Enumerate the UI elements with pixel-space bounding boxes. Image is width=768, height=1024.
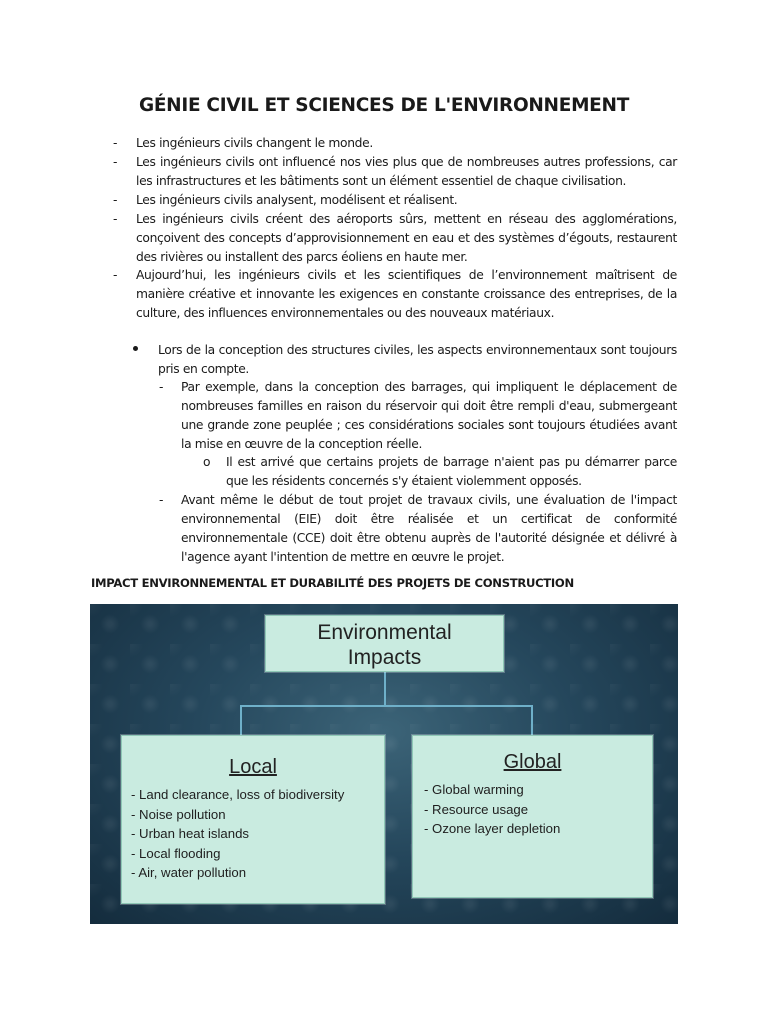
sub-list-item: Par exemple, dans la conception des barrages, qui impliquent le déplacement de nombreuses familles en raison du réservoir qui doit être rempli d'eau, submergeant une grande zone peuplée ; ces considérations sociales sont toujours étudiées avant la mise en œuvre de la conception réelle. (181, 380, 677, 451)
top-box-line: Environmental (317, 621, 452, 644)
bullet-icon (133, 346, 138, 351)
local-list (122, 785, 384, 883)
list-marker: - (113, 193, 118, 207)
global-list (413, 780, 652, 839)
connector-line (384, 672, 386, 706)
global-impacts-box (412, 735, 653, 898)
connector-line (531, 705, 533, 735)
top-box-line: Impacts (347, 646, 422, 669)
list-marker: - (113, 268, 118, 282)
list-item: - Ozone layer depletion (424, 821, 561, 837)
list-item: - Urban heat islands (131, 826, 250, 842)
list-item: Les ingénieurs civils ont influencé nos vies plus que de nombreuses autres professions, car les infrastructures et les bâtiments sont un élément essentiel de chaque civilisation. (136, 155, 677, 188)
connector-line (240, 705, 533, 707)
section-heading: IMPACT ENVIRONNEMENTAL ET DURABILITÉ DES PROJETS DE CONSTRUCTION (91, 576, 574, 590)
list-marker: - (113, 136, 118, 150)
list-item: - Air, water pollution (131, 865, 247, 881)
list-marker: - (113, 155, 118, 169)
circle-marker: o (203, 455, 211, 469)
page-title: GÉNIE CIVIL ET SCIENCES DE L'ENVIRONNEMENT (138, 95, 630, 116)
list-marker: - (113, 212, 118, 226)
list-item: - Resource usage (424, 801, 529, 817)
environmental-impacts-box (265, 615, 504, 672)
list-item: Aujourd’hui, les ingénieurs civils et les scientifiques de l’environnement maîtrisent de manière créative et innovante les exigences en constante croissance des entreprises, de la culture, des influences environnementales ou des nouveaux matériaux. (136, 268, 677, 320)
connector-line (240, 705, 242, 735)
environmental-impacts-diagram (90, 604, 678, 924)
list-marker: - (159, 493, 164, 507)
global-title: Global (503, 751, 562, 773)
list-item: - Land clearance, loss of biodiversity (131, 787, 345, 802)
local-title: Local (229, 756, 277, 778)
list-item: - Global warming (424, 782, 524, 797)
list-marker: - (159, 380, 164, 394)
list-item: Les ingénieurs civils changent le monde. (136, 136, 373, 150)
sub-list-item: Avant même le début de tout projet de travaux civils, une évaluation de l'impact environnemental (EIE) doit être réalisée et un certificat de conformité environnementale (CCE) doit être obtenu auprès de l'autorité désignée et délivré à l'agence ayant l'intention de mettre en œuvre le projet. (181, 493, 677, 564)
list-item: - Local flooding (131, 845, 221, 861)
list-item: - Noise pollution (131, 806, 226, 822)
list-item: Les ingénieurs civils créent des aéroports sûrs, mettent en réseau des agglomérations, conçoivent des concepts d’approvisionnement en eau et des systèmes d’égouts, restaurent des rivières ou installent des parcs éoliens en haute mer. (136, 212, 677, 264)
sub-sub-list-item: Il est arrivé que certains projets de barrage n'aient pas pu démarrer parce que les résidents concernés s'y étaient violemment opposés. (226, 455, 677, 488)
list-item: Les ingénieurs civils analysent, modélisent et réalisent. (136, 193, 458, 207)
local-impacts-box (121, 735, 385, 904)
bullet-paragraph: Lors de la conception des structures civiles, les aspects environnementaux sont toujours pris en compte. (158, 343, 677, 376)
